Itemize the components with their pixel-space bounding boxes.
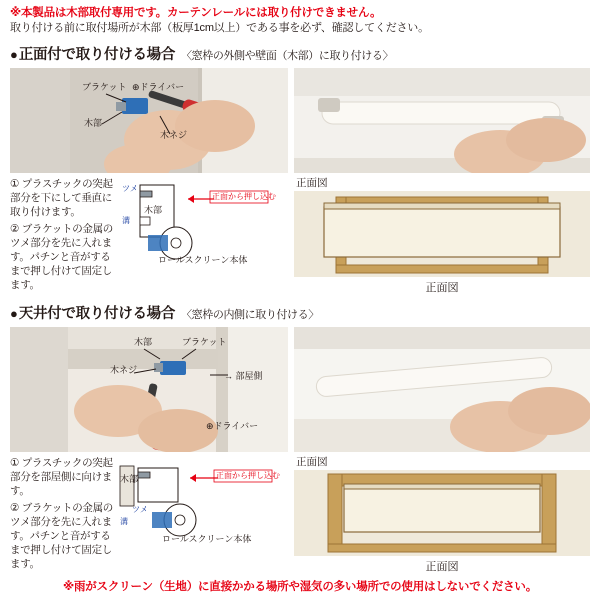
section-2-instructions — [10, 456, 288, 574]
section-2-front-view-art — [294, 470, 590, 556]
section-1-heading — [10, 43, 590, 64]
section-1-content — [10, 68, 590, 295]
section-2-step-1: ① プラスチックの突起部分を部屋側に向けます。 — [10, 457, 113, 497]
photo1-label-bracket: ブラケット — [82, 82, 127, 92]
section-2-bullet: ● — [10, 306, 18, 321]
section-1-diagram — [118, 177, 286, 265]
top-warning-line2: 取り付ける前に取付場所が木部（板厚1cm以上）である事を必ず、確認してください。 — [10, 22, 429, 34]
section-2-title: 天井付で取り付ける場合 — [18, 306, 176, 322]
photo-installed-front — [294, 68, 590, 173]
photo2-label-wood: 木部 — [134, 337, 153, 347]
section-2-subtitle: 〈窓枠の内側に取り付ける〉 — [181, 309, 319, 321]
section-1-front-view-box — [294, 191, 590, 277]
diagram1-label-claw: ツメ — [122, 184, 138, 193]
photo-bracket-mount-ceiling — [10, 327, 288, 452]
diagram2-label-wood: 木部 — [120, 474, 139, 484]
section-1-front-view — [294, 175, 590, 295]
section-1-right-column — [294, 68, 590, 295]
section-1-title: 正面付で取り付ける場合 — [18, 47, 176, 63]
photo-installed-ceiling — [294, 327, 590, 452]
diagram1-label-groove: 溝 — [122, 216, 130, 225]
top-warning-block — [10, 0, 590, 36]
photo2-label-roomside: → 部屋側 — [224, 371, 263, 381]
section-2-front-view-box — [294, 470, 590, 556]
section-1-front-view-art — [294, 191, 590, 277]
section-2-front-view-caption: 正面図 — [425, 561, 459, 573]
section-2-left-column — [10, 327, 288, 574]
section-1-subtitle: 〈窓枠の外側や壁面（木部）に取り付ける〉 — [181, 50, 394, 62]
section-2-right-column — [294, 327, 590, 574]
section-1-steps — [10, 177, 114, 295]
section-2-front-view — [294, 454, 590, 574]
section-1-instructions — [10, 177, 288, 295]
section-2-diagram — [118, 456, 286, 544]
section-2-content — [10, 327, 590, 574]
bottom-warning: ※雨がスクリーン（生地）に直接かかる場所や湿気の多い場所での使用はしないでください。 — [62, 581, 538, 593]
section-2-steps — [10, 456, 114, 574]
photo2-label-woodscrew: 木ネジ — [110, 365, 138, 375]
photo1-label-woodscrew: 木ネジ — [160, 130, 188, 140]
top-warning-line1: ※本製品は木部取付専用です。カーテンレールには取り付けできません。 — [10, 7, 382, 19]
section-1-left-column — [10, 68, 288, 295]
section-2-front-view-label: 正面図 — [296, 456, 328, 468]
photo-installed-front-art — [294, 68, 590, 173]
diagram2-label-push: 正面から押し込む — [216, 471, 280, 480]
section-1-step-2: ② ブラケットの金属のツメ部分を先に入れます。パチンと音がするまで押し付けて固定します。 — [10, 223, 114, 291]
diagram1-label-wood: 木部 — [144, 205, 163, 215]
diagram1-label-push: 正面から押し込む — [212, 192, 276, 201]
section-1-step-1: ① プラスチックの突起部分を下にして垂直に取り付けます。 — [10, 178, 113, 218]
section-1-bullet: ● — [10, 47, 18, 62]
diagram2-label-rollscreen: ロールスクリーン本体 — [162, 534, 252, 544]
photo1-label-wood: 木部 — [84, 118, 103, 128]
photo2-label-bracket: ブラケット — [182, 337, 227, 347]
section-1-front-view-label: 正面図 — [296, 177, 328, 189]
photo2-label-screwdriver: ⊕ドライバー — [206, 421, 259, 431]
photo-installed-ceiling-art — [294, 327, 590, 452]
photo1-label-screwdriver: ⊕ドライバー — [132, 82, 185, 92]
diagram2-label-groove: 溝 — [120, 517, 128, 526]
section-2-step-2: ② ブラケットの金属のツメ部分を先に入れます。パチンと音がするまで押し付けて固定します。 — [10, 502, 114, 570]
photo-bracket-mount-front — [10, 68, 288, 173]
diagram2-label-claw: ツメ — [132, 505, 148, 514]
section-2-heading — [10, 302, 590, 323]
section-1-front-view-caption: 正面図 — [425, 282, 459, 294]
diagram1-label-rollscreen: ロールスクリーン本体 — [158, 255, 248, 265]
